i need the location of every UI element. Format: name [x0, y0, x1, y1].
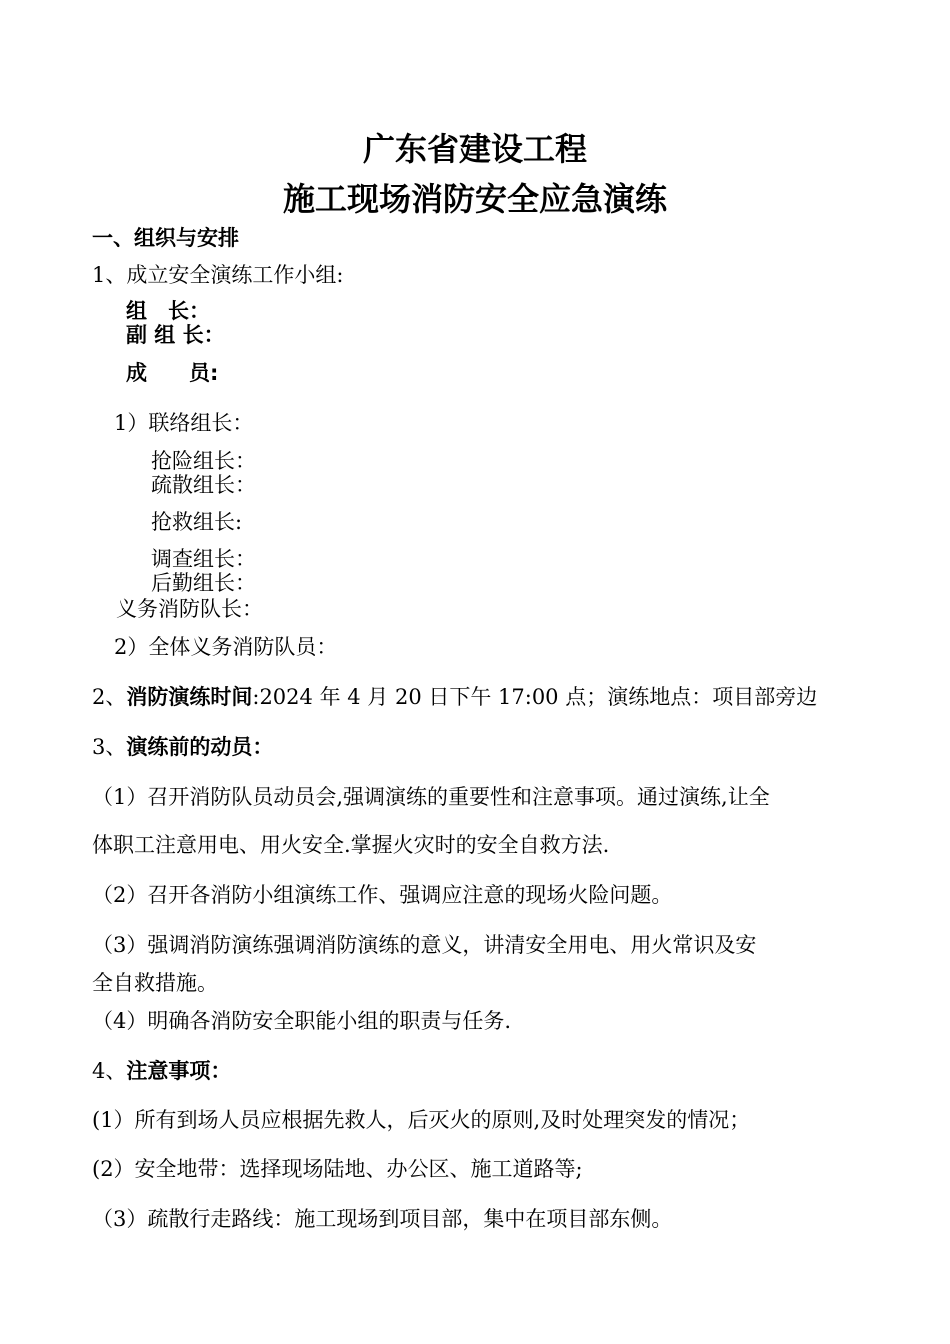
mobilization-item-1-line-2: 体职工注意用电、用火安全.掌握火灾时的安全自救方法.	[92, 833, 610, 857]
mobilization-label: 演练前的动员：	[126, 735, 274, 759]
mobilization-prefix: 3、	[92, 735, 127, 759]
notes-heading	[92, 1059, 231, 1083]
mobilization-item-1-line-1: （1）召开消防队员动员会,强调演练的重要性和注意事项。通过演练,让全	[92, 785, 770, 809]
mobilization-item-3-line-1: （3）强调消防演练强调消防演练的意义，讲清安全用电、用火常识及安	[92, 933, 757, 957]
notes-prefix: 4、	[92, 1059, 127, 1083]
liaison-leader-label: 1）联络组长：	[114, 411, 254, 435]
members-label: 成 员:	[126, 361, 219, 385]
team-leader-label: 组 长：	[126, 299, 210, 323]
investigation-leader-label: 调查组长：	[151, 547, 256, 571]
deputy-leader-label: 副 组 长：	[126, 323, 225, 347]
item-establish-team: 1、成立安全演练工作小组:	[92, 263, 344, 287]
note-item-1: (1）所有到场人员应根据先救人，后灭火的原则,及时处理突发的情况；	[92, 1108, 751, 1132]
section-1-heading: 一、组织与安排	[92, 226, 239, 250]
evacuation-leader-label: 疏散组长：	[151, 473, 256, 497]
notes-label: 注意事项：	[126, 1059, 232, 1083]
mobilization-item-3-line-2: 全自救措施。	[92, 971, 218, 995]
emergency-rescue-leader-label: 抢险组长：	[151, 449, 256, 473]
drill-time-label: 消防演练时间	[126, 685, 253, 709]
note-item-3: （3）疏散行走路线：施工现场到项目部，集中在项目部东侧。	[92, 1207, 673, 1231]
drill-time-prefix: 2、	[92, 685, 127, 709]
mobilization-heading	[92, 735, 273, 759]
logistics-leader-label: 后勤组长：	[151, 571, 256, 595]
document-subtitle: 施工现场消防安全应急演练	[282, 180, 667, 218]
mobilization-item-4: （4）明确各消防安全职能小组的职责与任务.	[92, 1009, 512, 1033]
drill-time-text: :2024 年 4 月 20 日下午 17:00 点；演练地点：项目部旁边	[252, 685, 818, 709]
mobilization-item-2: （2）召开各消防小组演练工作、强调应注意的现场火险问题。	[92, 883, 673, 907]
drill-time-line	[92, 685, 817, 709]
document-title: 广东省建设工程	[362, 130, 587, 168]
note-item-2: (2）安全地带：选择现场陆地、办公区、施工道路等;	[92, 1157, 583, 1181]
rescue-leader-label: 抢救组长:	[151, 510, 243, 534]
volunteer-firefighters-label: 2）全体义务消防队员：	[114, 635, 338, 659]
volunteer-fire-captain-label: 义务消防队长：	[116, 597, 263, 621]
